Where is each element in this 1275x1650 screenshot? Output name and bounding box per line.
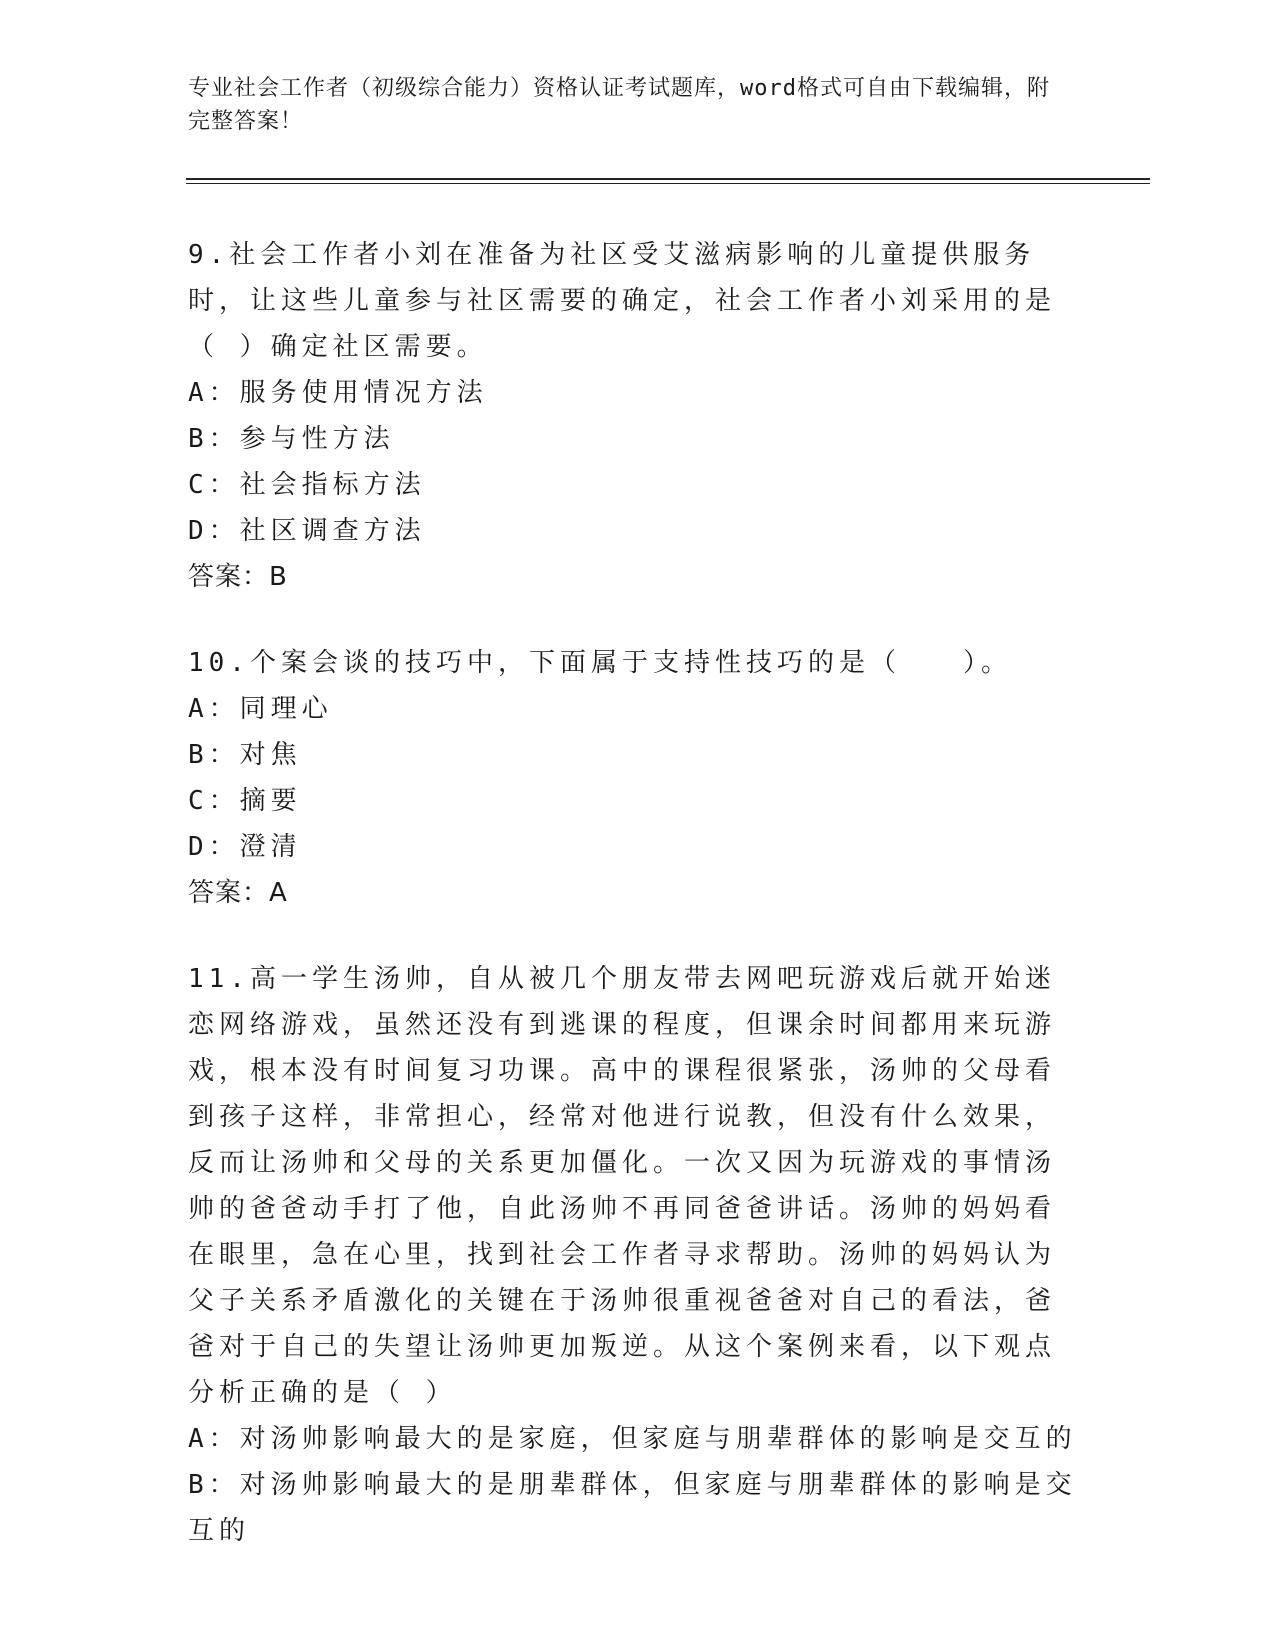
option-b: B：参与性方法 (188, 424, 395, 454)
answer-line: 答案：B (188, 562, 288, 592)
option-a: A：服务使用情况方法 (188, 378, 488, 408)
answer-line: 答案：A (188, 878, 288, 908)
header-divider (186, 178, 1150, 180)
question-stem: 11.高一学生汤帅，自从被几个朋友带去网吧玩游戏后就开始迷恋网络游戏，虽然还没有到逃课的程度，但课余时间都用来玩游戏，根本没有时间复习功课。高中的课程很紧张，汤帅的父母看到孩子这样，非常担心，经常对他进行说教，但没有什么效果，反而让汤帅和父母的关系更加僵化。一次又因为玩游戏的事情汤帅的爸爸动手打了他，自此汤帅不再同爸爸讲话。汤帅的妈妈看在眼里，急在心里，找到社会工作者寻求帮助。汤帅的妈妈认为父子关系矛盾激化的关键在于汤帅很重视爸爸对自己的看法，爸爸对于自己的失望让汤帅更加叛逆。从这个案例来看，以下观点分析正确的是（ ） (188, 964, 1057, 1408)
option-a: A：对汤帅影响最大的是家庭，但家庭与朋辈群体的影响是交互的 (188, 1424, 1077, 1454)
option-d: D：澄清 (188, 832, 302, 862)
question-list (188, 232, 1078, 1594)
option-d: D：社区调查方法 (188, 516, 426, 546)
question-11 (188, 956, 1078, 1554)
question-stem: 9.社会工作者小刘在准备为社区受艾滋病影响的儿童提供服务时，让这些儿童参与社区需要的确定，社会工作者小刘采用的是（ ）确定社区需要。 (188, 240, 1057, 362)
option-c: C：社会指标方法 (188, 470, 426, 500)
option-b: B：对焦 (188, 740, 302, 770)
option-b: B：对汤帅影响最大的是朋辈群体，但家庭与朋辈群体的影响是交互的 (188, 1470, 1077, 1546)
question-10 (188, 640, 1078, 916)
header-divider-thin (186, 183, 1150, 184)
document-header: 专业社会工作者（初级综合能力）资格认证考试题库，word格式可自由下载编辑，附完整答案！ (188, 76, 1050, 134)
question-stem: 10.个案会谈的技巧中，下面属于支持性技巧的是（ ）。 (188, 648, 1012, 678)
option-a: A：同理心 (188, 694, 333, 724)
option-c: C：摘要 (188, 786, 302, 816)
question-9 (188, 232, 1078, 600)
